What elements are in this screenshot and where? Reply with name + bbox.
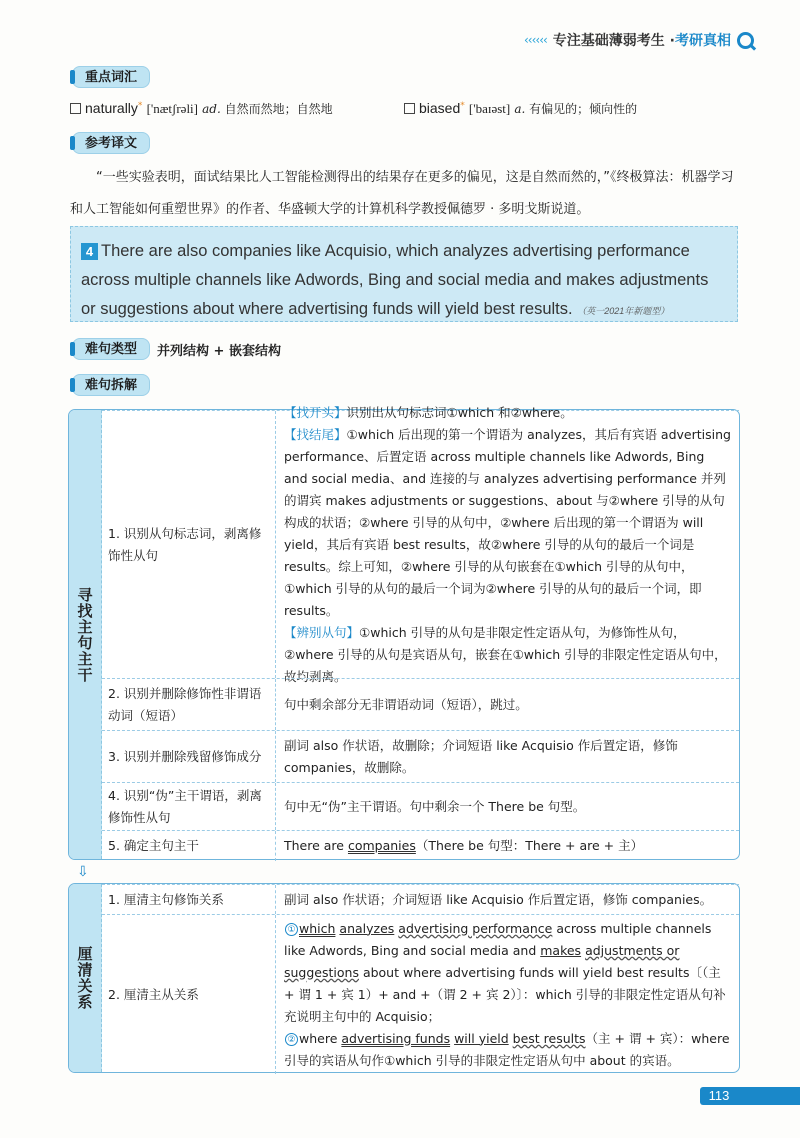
table-row <box>102 830 739 861</box>
panel-side-text: 寻找主句主干 <box>75 586 94 683</box>
circled-number: ① <box>285 923 298 936</box>
label-find-end: 【找结尾】 <box>284 426 347 442</box>
checkbox-icon <box>404 103 415 114</box>
vocab-pos: ad. <box>202 102 221 116</box>
sentence-number: 4 <box>81 243 98 260</box>
clause-text: across multiple channels like Adwords, Bing and social media and <box>284 920 712 958</box>
vocab-phonetic: ['baɪəst] <box>468 101 511 116</box>
main-clause-note: （There be 句型：There + are + 主） <box>415 838 644 853</box>
label-find-start: 【找开头】 <box>284 404 347 420</box>
sentence-text: There are also companies like Acquisio, which analyzes advertising performance across multiple channels like Adwords, Bing and social media and makes adjustments or suggestions about where advertising funds will yield best results. <box>81 242 709 318</box>
vocab-word: biased <box>419 100 461 116</box>
chevrons-icon: ‹‹‹‹‹‹ <box>524 33 547 47</box>
relation-panel <box>68 883 740 1073</box>
page-number: 113 <box>700 1087 738 1105</box>
vocab-item <box>70 100 333 117</box>
find-start-text: 识别出从句标志词①which 和②where。 <box>346 404 573 420</box>
step-label: 2. 识别并删除修饰性非谓语动词（短语） <box>102 679 276 730</box>
vocab-meaning: 有偏见的；倾向性的 <box>529 102 638 116</box>
main-clause-part: There are <box>284 838 348 853</box>
checkbox-icon <box>70 103 81 114</box>
table-row <box>102 404 739 684</box>
step-label: 1. 厘清主句修饰关系 <box>102 885 276 914</box>
step-detail <box>276 404 739 684</box>
clause-subject: which <box>299 920 336 936</box>
running-header <box>524 30 754 50</box>
find-end-text: ①which 后出现的第一个谓语为 analyzes，其后有宾语 advertising performance、后置定语 across multiple channels like Adwords, Bing and social media、and 连接的与 analyzes advertising performance 并列的谓宾 makes adjustments or suggestions、about 与②where 引导的从句构成的状语；②where 引导的从句中，②where 后出现的第一个谓语为 will yield，其后有宾语 best results，故②where 引导的从句的最后一个词是 results。综上可知，②where 引导的从句嵌套在①which 引导的从句中，①which 引导的从句的最后一个词为②where 引导的从句的最后一个词，即 results。 <box>284 426 731 618</box>
header-text: 专注基础薄弱考生 · <box>552 33 675 49</box>
step-detail: 句中剩余部分无非谓语动词（短语），跳过。 <box>284 696 528 712</box>
vocab-pos: a. <box>514 102 526 116</box>
sentence-source: （英一2021年新题型） <box>577 306 670 316</box>
step-label: 1. 识别从句标志词，剥离修饰性从句 <box>102 411 276 678</box>
clause-object: adjustments or suggestions <box>284 942 680 980</box>
translation-text: “一些实验表明，面试结果比人工智能检测得出的结果存在更多的偏见，这是自然而然的，”《终极算法：机器学习和人工智能如何重塑世界》的作者、华盛顿大学的计算机科学教授佩德罗 · 多明戈斯说道。 <box>70 170 734 217</box>
circled-number: ② <box>285 1033 298 1046</box>
identify-clause-text: ①which 引导的从句是非限定性定语从句，为修饰性从句，②where 引导的从句是宾语从句，嵌套在①which 引导的非限定性定语从句中，故均剥离。 <box>284 624 727 684</box>
step-label: 4. 识别“伪”主干谓语，剥离修饰性从句 <box>102 783 276 830</box>
section-tag-translation: 参考译文 <box>72 132 150 154</box>
table-row <box>102 884 739 914</box>
clause-text: where <box>299 1030 342 1046</box>
step-detail: 句中无“伪”主干谓语。句中剩余一个 There be 句型。 <box>284 798 586 814</box>
panel-side-label <box>69 884 102 1072</box>
vocab-phonetic: ['nætʃrəli] <box>146 101 198 116</box>
vocab-meaning: 自然而然地；自然地 <box>224 102 333 116</box>
search-icon <box>737 32 754 49</box>
step-label: 2. 厘清主从关系 <box>102 915 276 1074</box>
down-arrow-icon: ⇩ <box>77 864 89 880</box>
table-row <box>102 782 739 830</box>
panel-side-label <box>69 410 102 859</box>
table-row <box>102 678 739 730</box>
clause-text: about where advertising funds will yield best results〔（主 + 谓 1 + 宾 1）+ and +（谓 2 + 宾 2）〕：which 引导的非限定性定语从句补充说明主句中的 Acquisio； <box>284 964 726 1024</box>
sentence-box <box>70 226 738 322</box>
clause-verb: makes <box>540 942 582 958</box>
panel-side-text: 厘清关系 <box>75 946 94 1010</box>
clause-verb: will yield <box>454 1030 509 1046</box>
step-label: 5. 确定主句主干 <box>102 831 276 861</box>
header-brand: 考研真相 <box>675 33 731 49</box>
star-icon: * <box>460 101 465 111</box>
vocab-word: naturally <box>85 100 138 116</box>
sentence-type: 并列结构 + 嵌套结构 <box>157 344 281 359</box>
step-label: 3. 识别并删除残留修饰成分 <box>102 731 276 782</box>
table-row <box>102 914 739 1074</box>
table-row <box>102 730 739 782</box>
step-detail <box>276 831 739 861</box>
section-tag-vocab: 重点词汇 <box>72 66 150 88</box>
vocab-item <box>404 100 637 117</box>
breakdown-panel <box>68 404 740 860</box>
clause-object: best results <box>512 1030 586 1046</box>
section-tag-type: 难句类型 <box>72 338 150 360</box>
section-tag-breakdown: 难句拆解 <box>72 374 150 396</box>
clause-subject: advertising funds <box>341 1030 451 1046</box>
clause-text: （主 + 谓 + 宾）：where 引导的宾语从句作①which 引导的非限定性定语从句中 about 的宾语。 <box>284 1030 730 1068</box>
step-detail: 副词 also 作状语，故删除；介词短语 like Acquisio 作后置定语，修饰 companies，故删除。 <box>284 737 678 775</box>
step-detail <box>276 915 739 1074</box>
main-clause-subject: companies <box>347 838 416 853</box>
step-detail: 副词 also 作状语；介词短语 like Acquisio 作后置定语，修饰 companies。 <box>284 891 713 907</box>
label-identify-clause: 【辨别从句】 <box>284 624 360 640</box>
clause-verb: analyzes <box>339 920 395 936</box>
star-icon: * <box>137 101 143 111</box>
clause-object: advertising performance <box>398 920 553 936</box>
